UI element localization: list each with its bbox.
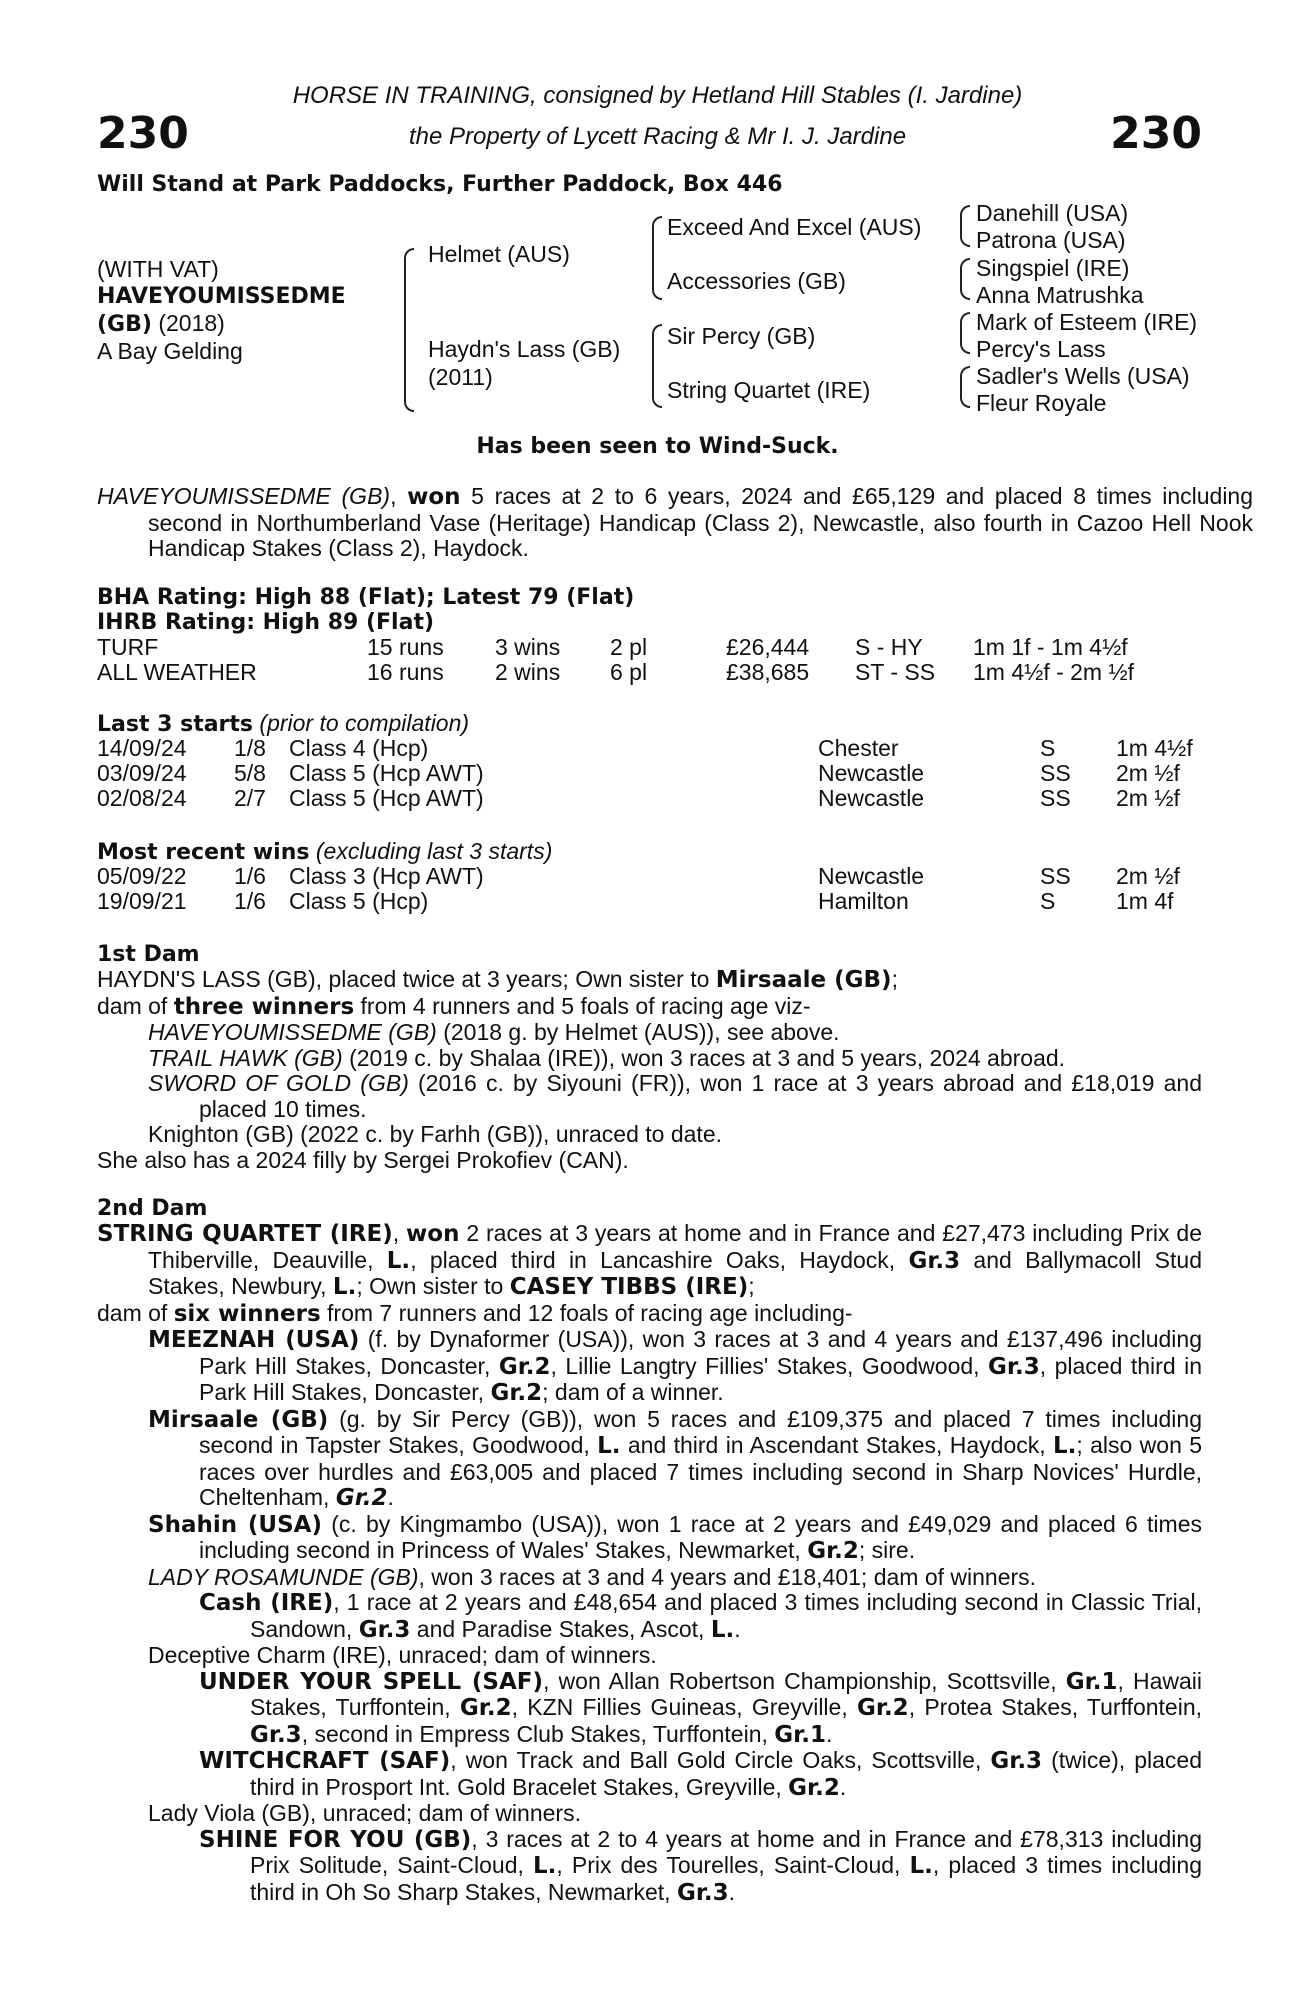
pedigree-ssd: Patrona (USA) — [976, 227, 1126, 253]
second-dam-heading: 2nd Dam — [97, 1196, 208, 1221]
race-summary: HAVEYOUMISSEDME (GB), won 5 races at 2 to 6 years, 2024 and £65,129 and placed 8 times including second in Northumberland Vase (Heritage) Handicap (Class 2), Newcastle, also fourth in Cazoo Hell Nook Handicap Stakes (Class 2), Haydock. — [97, 483, 1254, 561]
foal-entry: TRAIL HAWK (GB) (2019 c. by Shalaa (IRE)), won 3 races at 3 and 5 years, 2024 abroad. — [148, 1044, 1066, 1071]
record-placed: 6 pl — [610, 659, 648, 685]
pedigree-dam-year: (2011) — [428, 364, 493, 390]
run-race: Class 5 (Hcp AWT) — [289, 785, 484, 811]
foal-entry: HAVEYOUMISSEDME (GB) (2018 g. by Helmet (AUS)), see above. — [148, 1019, 840, 1045]
record-placed: 2 pl — [610, 634, 648, 660]
pedigree-brace-ss — [960, 205, 970, 247]
progeny-entry: WITCHCRAFT (SAF), won Track and Ball Gold Circle Oaks, Scottsville, Gr.3 (twice), placed third in Prosport Int. Gold Bracelet Stakes, Greyville, Gr.2. — [199, 1747, 1202, 1801]
run-race: Class 4 (Hcp) — [289, 735, 429, 761]
run-course: Hamilton — [818, 888, 909, 914]
horse-name: HAVEYOUMISSEDME — [97, 284, 346, 309]
wind-suck-note: Has been seen to Wind-Suck. — [476, 434, 839, 459]
record-wins: 2 wins — [495, 659, 561, 685]
summary-won: won — [407, 484, 461, 510]
pedigree-dss: Mark of Esteem (IRE) — [976, 309, 1198, 335]
last3-heading — [97, 711, 469, 738]
pedigree-brace-sd — [960, 258, 970, 300]
horse-description: A Bay Gelding — [97, 338, 243, 364]
last3-title: Last 3 starts — [97, 712, 254, 737]
run-position: 1/6 — [234, 888, 266, 914]
progeny-entry: Shahin (USA) (c. by Kingmambo (USA)), won 1 race at 2 years and £49,029 and placed 6 times including second in Princess of Wales' Stakes, Newmarket, Gr.2; sire. — [148, 1510, 1202, 1564]
horse-identity — [97, 256, 346, 365]
consignor-line: HORSE IN TRAINING, consigned by Hetland Hill Stables (I. Jardine) — [292, 82, 1023, 109]
progeny-entry: Mirsaale (GB) (g. by Sir Percy (GB)), won 5 races and £109,375 and placed 7 times including second in Tapster Stakes, Goodwood, L. and third in Ascendant Stakes, Haydock, L.; also won 5 races over hurdles and £63,005 and placed 7 times including second in Sharp Novices' Hurdle, Cheltenham, Gr.2. — [148, 1405, 1202, 1511]
recent-wins-heading — [97, 839, 552, 866]
lot-number-right: 230 — [1110, 108, 1202, 159]
horse-year: (2018) — [151, 310, 225, 336]
record-surface: TURF — [97, 634, 159, 660]
dam-entry: STRING QUARTET (IRE), won 2 races at 3 years at home and in France and £27,473 including Prix de Thiberville, Deauville, L., placed third in Lancashire Oaks, Haydock, Gr.3 and Ballymacoll Stud Stakes, Newbury, L.; Own sister to CASEY TIBBS (IRE); — [97, 1220, 1203, 1300]
progeny-entry: MEEZNAH (USA) (f. by Dynaformer (USA)), won 3 races at 3 and 4 years and £137,496 including Park Hill Stakes, Doncaster, Gr.2, Lillie Langtry Fillies' Stakes, Goodwood, Gr.3, placed third in Park Hill Stakes, Doncaster, Gr.2; dam of a winner. — [148, 1326, 1203, 1406]
run-going: S — [1040, 888, 1056, 914]
pedigree-ds: Sir Percy (GB) — [667, 323, 816, 349]
run-distance: 2m ½f — [1116, 863, 1180, 889]
progeny-entry: Deceptive Charm (IRE), unraced; dam of winners. — [148, 1642, 657, 1668]
record-prize: £26,444 — [726, 634, 810, 660]
pedigree-ddd: Fleur Royale — [976, 390, 1107, 416]
record-runs: 16 runs — [367, 659, 444, 685]
ihrb-rating: IHRB Rating: High 89 (Flat) — [97, 610, 435, 635]
run-distance: 2m ½f — [1116, 760, 1180, 786]
foal-entry: Knighton (GB) (2022 c. by Farhh (GB)), unraced to date. — [148, 1121, 723, 1147]
run-position: 2/7 — [234, 785, 266, 811]
record-going: ST - SS — [855, 659, 936, 685]
pedigree-ss: Exceed And Excel (AUS) — [667, 214, 922, 240]
run-date: 05/09/22 — [97, 863, 187, 889]
record-prize: £38,685 — [726, 659, 810, 685]
pedigree-sdd: Anna Matrushka — [976, 282, 1144, 308]
second-dam-section: STRING QUARTET (IRE), won 2 races at 3 years at home and in France and £27,473 including Prix de Thiberville, Deauville, L., placed third in Lancashire Oaks, Haydock, Gr.3 and Ballymacoll Stud Stakes, Newbury, L.; Own sister to CASEY TIBBS (IRE); dam of six winners from 7 runners and 12 foals of racing age including- MEEZNAH (USA) (f. by Dynaformer (USA)), won 3 races at 3 and 4 years and £137,496 including Park Hill Stakes, Doncaster, Gr.2, Lillie Langtry Fillies' Stakes, Goodwood, Gr.3, placed third in Park Hill Stakes, Doncaster, Gr.2; dam of a winner. Mirsaale (GB) (g. by Sir Percy (GB)), won 5 races and £109,375 and placed 7 times including second in Tapster Stakes, Goodwood, L. and third in Ascendant Stakes, Haydock, L.; also won 5 races over hurdles and £63,005 and placed 7 times including second in Sharp Novices' Hurdle, Cheltenham, Gr.2. Shahin (USA) (c. by Kingmambo (USA)), won 1 race at 2 years and £49,029 and placed 6 times including second in Princess of Wales' Stakes, Newmarket, Gr.2; sire. LADY ROSAMUNDE (GB), won 3 races at 3 and 4 years and £18,401; dam of winners. Cash (IRE), 1 race at 2 years and £48,654 and placed 3 times including second in Classic Trial, Sandown, Gr.3 and Paradise Stakes, Ascot, L.. Deceptive Charm (IRE), unraced; dam of winners. UNDER YOUR SPELL (SAF), won Allan Robertson Championship, Scottsville, Gr.1, Hawaii Stakes, Turffontein, Gr.2, KZN Fillies Guineas, Greyville, Gr.2, Protea Stakes, Turffontein, Gr.3, second in Empress Club Stakes, Turffontein, Gr.1. WITCHCRAFT (SAF), won Track and Ball Gold Circle Oaks, Scottsville, Gr.3 (twice), placed third in Prosport Int. Gold Bracelet Stakes, Greyville, Gr.2. Lady Viola (GB), unraced; dam of winners. SHINE FOR YOU (GB), 3 races at 2 to 4 years at home and in France and £78,313 including Prix Solitude, Saint-Cloud, L., Prix des Tourelles, Saint-Cloud, L., placed 3 times including third in Oh So Sharp Stakes, Newmarket, Gr.3. — [97, 1220, 1203, 1906]
summary-horse: HAVEYOUMISSEDME (GB) — [97, 483, 391, 509]
run-going: SS — [1040, 760, 1071, 786]
run-course: Newcastle — [818, 863, 925, 889]
run-race: Class 5 (Hcp) — [289, 888, 429, 914]
pedigree-brace-dd — [960, 366, 970, 408]
lot-number-left: 230 — [97, 108, 189, 159]
first-dam-section: HAYDN'S LASS (GB), placed twice at 3 years; Own sister to Mirsaale (GB); dam of three winners from 4 runners and 5 foals of racing age viz- HAVEYOUMISSEDME (GB) (2018 g. by Helmet (AUS)), see above. TRAIL HAWK (GB) (2019 c. by Shalaa (IRE)), won 3 races at 3 and 5 years, 2024 abroad. SWORD OF GOLD (GB) (2016 c. by Siyouni (FR)), won 1 race at 3 years abroad and £18,019 and placed 10 times. Knighton (GB) (2022 c. by Farhh (GB)), unraced to date. She also has a 2024 filly by Sergei Prokofiev (CAN). — [97, 966, 1202, 1173]
run-date: 14/09/24 — [97, 735, 187, 761]
pedigree-sds: Singspiel (IRE) — [976, 255, 1130, 281]
recent-wins-title: Most recent wins — [97, 840, 310, 865]
pedigree-dds: Sadler's Wells (USA) — [976, 363, 1190, 389]
vat-note: (WITH VAT) — [97, 256, 219, 282]
first-dam-note: She also has a 2024 filly by Sergei Prokofiev (CAN). — [97, 1146, 629, 1173]
run-course: Chester — [818, 735, 899, 761]
run-position: 1/6 — [234, 863, 266, 889]
run-date: 19/09/21 — [97, 888, 187, 914]
pedigree-brace-main — [404, 248, 414, 412]
bha-rating: BHA Rating: High 88 (Flat); Latest 79 (Flat) — [97, 585, 635, 610]
run-race: Class 5 (Hcp AWT) — [289, 760, 484, 786]
run-going: SS — [1040, 785, 1071, 811]
run-course: Newcastle — [818, 785, 925, 811]
run-going: SS — [1040, 863, 1071, 889]
first-dam-heading: 1st Dam — [97, 942, 200, 967]
last3-note: (prior to compilation) — [253, 710, 470, 736]
run-position: 5/8 — [234, 760, 266, 786]
progeny-entry: Lady Viola (GB), unraced; dam of winners. — [148, 1800, 581, 1826]
run-going: S — [1040, 735, 1056, 761]
summary-text: 5 races at 2 to 6 years, 2024 and £65,129 and placed 8 times including second in Northumberland Vase (Heritage) Handicap (Class 2), Newcastle, also fourth in Cazoo Hell Nook Handicap Stakes (Class 2), Haydock. — [148, 483, 1254, 561]
pedigree-sd: Accessories (GB) — [667, 268, 846, 294]
record-going: S - HY — [855, 634, 923, 660]
run-race: Class 3 (Hcp AWT) — [289, 863, 484, 889]
record-runs: 15 runs — [367, 634, 444, 660]
progeny-entry: LADY ROSAMUNDE (GB), won 3 races at 3 and 4 years and £18,401; dam of winners. — [148, 1563, 1037, 1590]
run-distance: 1m 4f — [1116, 888, 1174, 914]
pedigree-brace-dam — [652, 324, 662, 408]
progeny-entry: UNDER YOUR SPELL (SAF), won Allan Robertson Championship, Scottsville, Gr.1, Hawaii Stakes, Turffontein, Gr.2, KZN Fillies Guineas, Greyville, Gr.2, Protea Stakes, Turffontein, Gr.3, second in Empress Club Stakes, Turffontein, Gr.1. — [199, 1667, 1203, 1748]
stand-location: Will Stand at Park Paddocks, Further Paddock, Box 446 — [97, 172, 783, 197]
horse-country: (GB) — [97, 312, 152, 337]
run-date: 02/08/24 — [97, 785, 187, 811]
pedigree-sss: Danehill (USA) — [976, 200, 1129, 226]
pedigree-brace-ds — [960, 312, 970, 354]
pedigree-dd: String Quartet (IRE) — [667, 377, 871, 403]
record-wins: 3 wins — [495, 634, 561, 660]
recent-wins-note: (excluding last 3 starts) — [309, 838, 553, 864]
pedigree-dsd: Percy's Lass — [976, 336, 1106, 362]
run-position: 1/8 — [234, 735, 266, 761]
record-distance: 1m 1f - 1m 4½f — [973, 634, 1128, 660]
run-course: Newcastle — [818, 760, 925, 786]
progeny-entry: SHINE FOR YOU (GB), 3 races at 2 to 4 years at home and in France and £78,313 including Prix Solitude, Saint-Cloud, L., Prix des Tourelles, Saint-Cloud, L., placed 3 times including third in Oh So Sharp Stakes, Newmarket, Gr.3. — [199, 1825, 1202, 1906]
pedigree-brace-sire — [652, 216, 662, 300]
progeny-entry: Cash (IRE), 1 race at 2 years and £48,654 and placed 3 times including second in Classic Trial, Sandown, Gr.3 and Paradise Stakes, Ascot, L.. — [199, 1589, 1202, 1643]
record-distance: 1m 4½f - 2m ½f — [973, 659, 1135, 685]
run-date: 03/09/24 — [97, 760, 187, 786]
run-distance: 1m 4½f — [1116, 735, 1193, 761]
foal-entry: SWORD OF GOLD (GB) (2016 c. by Siyouni (FR)), won 1 race at 3 years abroad and £18,019 and placed 10 times. — [148, 1070, 1202, 1122]
pedigree-dam: Haydn's Lass (GB) — [428, 336, 621, 362]
property-line: the Property of Lycett Racing & Mr I. J. Jardine — [408, 123, 907, 150]
record-surface: ALL WEATHER — [97, 659, 257, 685]
run-distance: 2m ½f — [1116, 785, 1180, 811]
pedigree-sire: Helmet (AUS) — [428, 241, 570, 267]
